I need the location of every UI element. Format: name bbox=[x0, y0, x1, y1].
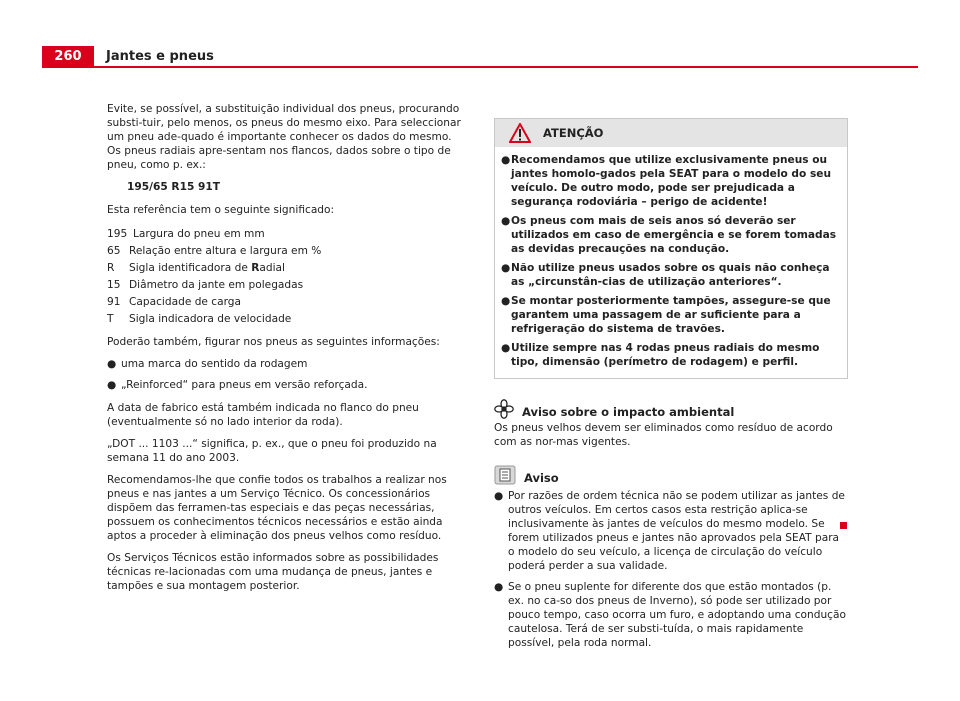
warning-item bbox=[501, 294, 841, 336]
definition-code: T bbox=[107, 312, 114, 325]
definition-code: R bbox=[107, 261, 115, 274]
bullet-icon: ● bbox=[501, 154, 511, 166]
list-item-text: uma marca do sentido da rodagem bbox=[121, 358, 308, 370]
notice-header bbox=[494, 465, 848, 485]
warning-item-text: Os pneus com mais de seis anos só deverão ser utilizados em caso de emergência e se forem tomadas as devidas precauções na condução. bbox=[511, 215, 837, 255]
warning-triangle-icon bbox=[509, 123, 531, 143]
warning-item-text: Se montar posteriormente tampões, assegure-se que garantem uma passagem de ar suficiente para a refrigeração do sistema de travões. bbox=[511, 295, 831, 335]
list-item-text: „Reinforced“ para pneus em versão reforçada. bbox=[121, 379, 368, 391]
tyre-code-example: 195/65 R15 91T bbox=[127, 181, 220, 193]
date-paragraph: A data de fabrico está também indicada no flanco do pneu (eventualmente só no lado interior da roda). bbox=[107, 402, 419, 428]
warning-item bbox=[501, 261, 841, 289]
definition-row bbox=[107, 293, 464, 310]
warning-item bbox=[501, 214, 841, 256]
notice-item bbox=[494, 580, 848, 650]
warning-item-text: Recomendamos que utilize exclusivamente pneus ou jantes homolo-gados pela SEAT para o modelo do seu veículo. De outro modo, pode ser prejudicada a segurança rodoviária – perigo de acidente! bbox=[511, 154, 832, 208]
definition-row bbox=[107, 310, 464, 327]
warning-header bbox=[495, 119, 847, 147]
definition-text bbox=[129, 261, 285, 275]
bullet-icon: ● bbox=[494, 490, 504, 502]
environment-header bbox=[494, 399, 848, 419]
definition-list bbox=[107, 225, 464, 327]
definition-text: Largura do pneu em mm bbox=[133, 227, 265, 240]
notice-item-text: Por razões de ordem técnica não se podem utilizar as jantes de outros veículos. Em certos casos esta restrição aplica-se inclusivamente às jantes de veículos do mesmo modelo. Se forem utilizados pneus e jantes não aprovados pela SEAT para o modelo do seu veículo, a licença de circulação do veículo poderá perder a sua validade. bbox=[508, 490, 845, 572]
warning-item bbox=[501, 341, 841, 369]
definition-code: 195 bbox=[107, 227, 128, 240]
definition-text-part: Sigla identificadora de bbox=[129, 261, 252, 274]
definition-code: 65 bbox=[107, 244, 121, 257]
right-column bbox=[494, 118, 848, 657]
definition-code: 15 bbox=[107, 278, 121, 291]
definition-text-part: adial bbox=[259, 261, 285, 274]
environment-text: Os pneus velhos devem ser eliminados como resíduo de acordo com as nor-mas vigentes. bbox=[494, 422, 833, 448]
definition-text: Sigla indicadora de velocidade bbox=[129, 312, 292, 325]
bullet-icon: ● bbox=[107, 358, 117, 370]
bullet-icon: ● bbox=[501, 342, 511, 354]
page-number: 260 bbox=[42, 46, 94, 68]
recommend-paragraph: Recomendamos-lhe que confie todos os trabalhos a realizar nos pneus e nas jantes a um Serviço Técnico. Os concessionários dispõem das ferramen-tas especiais e das peças necessárias, possuem os conhecimentos técnicos necessários e estão ainda aptos a proceder à eliminação dos pneus velhos como resíduo. bbox=[107, 474, 447, 542]
warning-item-text: Não utilize pneus usados sobre os quais não conheça as „circunstân-cias de utilização anteriores“. bbox=[511, 262, 830, 288]
definition-row bbox=[107, 242, 464, 259]
bullet-icon: ● bbox=[501, 215, 511, 227]
notice-item-text: Se o pneu suplente for diferente dos que estão montados (p. ex. no ca-so dos pneus de Inverno), só pode ser utilizado por pouco tempo, caso ocorra um furo, e adoptando uma condução cautelosa. Terá de ser substi-tuída, o mais rapidamente possível, pela roda normal. bbox=[508, 581, 846, 649]
definition-code: 91 bbox=[107, 295, 121, 308]
notice-item bbox=[494, 489, 848, 573]
warning-box bbox=[494, 118, 848, 379]
warning-body bbox=[495, 147, 847, 378]
meaning-intro: Esta referência tem o seguinte significado: bbox=[107, 204, 335, 216]
page-title: Jantes e pneus bbox=[106, 49, 214, 64]
warning-item-text: Utilize sempre nas 4 rodas pneus radiais do mesmo tipo, dimensão (perímetro de rodagem) e perfil. bbox=[511, 342, 820, 368]
also-intro: Poderão também, figurar nos pneus as seguintes informações: bbox=[107, 336, 440, 348]
bullet-icon: ● bbox=[501, 295, 511, 307]
warning-title: ATENÇÃO bbox=[543, 126, 604, 140]
services-paragraph: Os Serviços Técnicos estão informados sobre as possibilidades técnicas re-lacionadas com uma mudança de pneus, jantes e tampões e sua montagem posterior. bbox=[107, 552, 439, 592]
definition-text: Diâmetro da jante em polegadas bbox=[129, 278, 304, 291]
warning-item bbox=[501, 153, 841, 209]
definition-row bbox=[107, 276, 464, 293]
bullet-icon: ● bbox=[107, 379, 117, 391]
page-header bbox=[0, 0, 960, 70]
intro-paragraph: Evite, se possível, a substituição individual dos pneus, procurando substi-tuir, pelo menos, os pneus do mesmo eixo. Para seleccionar um pneu ade-quado é importante conhecer os dados do mesmo. Os pneus radiais apre-sentam nos flancos, dados sobre o tipo de pneu, como p. ex.: bbox=[107, 103, 461, 171]
left-column bbox=[107, 102, 464, 601]
definition-text: Capacidade de carga bbox=[129, 295, 242, 308]
definition-row bbox=[107, 259, 464, 276]
environment-title: Aviso sobre o impacto ambiental bbox=[522, 405, 735, 419]
list-item bbox=[107, 357, 464, 371]
flower-icon bbox=[494, 399, 514, 419]
bullet-icon: ● bbox=[494, 581, 504, 593]
dot-paragraph: „DOT ... 1103 ...“ significa, p. ex., que o pneu foi produzido na semana 11 do ano 2003. bbox=[107, 438, 437, 464]
definition-row bbox=[107, 225, 464, 242]
header-rule bbox=[94, 66, 918, 68]
definition-text-bold: R bbox=[251, 261, 260, 274]
list-item bbox=[107, 378, 464, 392]
definition-text: Relação entre altura e largura em % bbox=[129, 244, 322, 257]
notice-title: Aviso bbox=[524, 471, 559, 485]
info-book-icon bbox=[494, 465, 516, 485]
bullet-icon: ● bbox=[501, 262, 511, 274]
section-end-marker bbox=[840, 522, 847, 529]
